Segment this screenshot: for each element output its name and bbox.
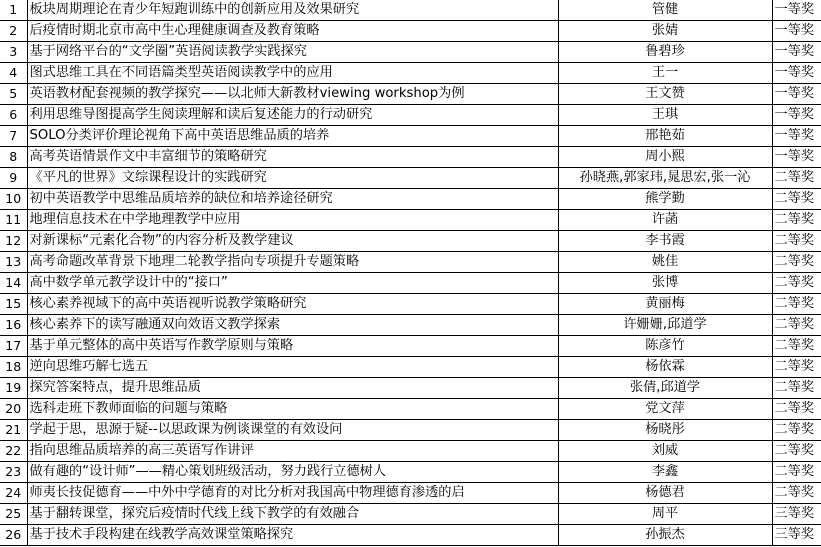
row-number-cell[interactable]: 22 [0, 441, 27, 462]
paper-title-cell[interactable]: 高考英语情景作文中丰富细节的策略研究 [27, 147, 558, 168]
table-row [0, 42, 821, 63]
paper-title-cell[interactable]: 基于单元整体的高中英语写作教学原则与策略 [27, 336, 558, 357]
award-level-cell[interactable]: 一等奖 [772, 42, 821, 63]
author-cell[interactable]: 杨晓彤 [558, 420, 772, 441]
paper-title-cell[interactable]: 基于网络平台的“文学圈”英语阅读教学实践探究 [27, 42, 558, 63]
paper-title-cell[interactable]: 地理信息技术在中学地理教学中应用 [27, 210, 558, 231]
award-level-cell[interactable]: 二等奖 [772, 441, 821, 462]
row-number-cell[interactable]: 7 [0, 126, 27, 147]
row-number-cell[interactable]: 18 [0, 357, 27, 378]
award-level-cell[interactable]: 一等奖 [772, 63, 821, 84]
row-number-cell[interactable]: 11 [0, 210, 27, 231]
author-cell[interactable]: 杨德君 [558, 483, 772, 504]
row-number-cell[interactable]: 23 [0, 462, 27, 483]
row-number-cell[interactable]: 21 [0, 420, 27, 441]
paper-title-cell[interactable]: 高中数学单元教学设计中的“接口” [27, 273, 558, 294]
paper-title-cell[interactable]: 探究答案特点，提升思维品质 [27, 378, 558, 399]
table-row [0, 147, 821, 168]
award-level-cell[interactable]: 二等奖 [772, 357, 821, 378]
award-level-cell[interactable]: 一等奖 [772, 0, 821, 21]
row-number-cell[interactable]: 3 [0, 42, 27, 63]
row-number-cell[interactable]: 25 [0, 504, 27, 525]
row-number-cell[interactable]: 19 [0, 378, 27, 399]
paper-title-cell[interactable]: 学起于思，思源于疑--以思政课为例谈课堂的有效设问 [27, 420, 558, 441]
table-row [0, 336, 821, 357]
paper-title-cell[interactable]: 图式思维工具在不同语篇类型英语阅读教学中的应用 [27, 63, 558, 84]
award-level-cell[interactable]: 二等奖 [772, 462, 821, 483]
table-row [0, 231, 821, 252]
award-level-cell[interactable]: 一等奖 [772, 84, 821, 105]
table-row [0, 462, 821, 483]
award-level-cell[interactable]: 一等奖 [772, 126, 821, 147]
author-cell[interactable]: 管健 [558, 0, 772, 21]
award-level-cell[interactable]: 二等奖 [772, 315, 821, 336]
table-row [0, 483, 821, 504]
row-number-cell[interactable]: 5 [0, 84, 27, 105]
paper-title-cell[interactable]: 《平凡的世界》文综课程设计的实践研究 [27, 168, 558, 189]
paper-title-cell[interactable]: 做有趣的“设计师”——精心策划班级活动，努力践行立德树人 [27, 462, 558, 483]
award-level-cell[interactable]: 二等奖 [772, 483, 821, 504]
paper-title-cell[interactable]: 师夷长技促德育——中外中学德育的对比分析对我国高中物理德育渗透的启 [27, 483, 558, 504]
table-row [0, 525, 821, 546]
row-number-cell[interactable]: 8 [0, 147, 27, 168]
table-row [0, 126, 821, 147]
row-number-cell[interactable]: 15 [0, 294, 27, 315]
award-level-cell[interactable]: 二等奖 [772, 189, 821, 210]
table-row [0, 63, 821, 84]
award-level-cell[interactable]: 二等奖 [772, 399, 821, 420]
award-level-cell[interactable]: 二等奖 [772, 420, 821, 441]
author-cell[interactable]: 陈彦竹 [558, 336, 772, 357]
table-row [0, 21, 821, 42]
award-level-cell[interactable]: 二等奖 [772, 168, 821, 189]
table-row [0, 399, 821, 420]
award-level-cell[interactable]: 一等奖 [772, 147, 821, 168]
award-level-cell[interactable]: 三等奖 [772, 504, 821, 525]
award-level-cell[interactable]: 二等奖 [772, 336, 821, 357]
table-row [0, 294, 821, 315]
paper-title-cell[interactable]: 英语教材配套视频的教学探究——以北师大新教材viewing workshop为例 [27, 84, 558, 105]
row-number-cell[interactable]: 1 [0, 0, 27, 21]
table-row [0, 210, 821, 231]
paper-title-cell[interactable]: 高考命题改革背景下地理二轮教学指向专项提升专题策略 [27, 252, 558, 273]
table-row [0, 105, 821, 126]
paper-title-cell[interactable]: 后疫情时期北京市高中生心理健康调查及教育策略 [27, 21, 558, 42]
author-cell[interactable]: 许姗姗,邱道学 [558, 315, 772, 336]
table-row [0, 84, 821, 105]
award-level-cell[interactable]: 二等奖 [772, 252, 821, 273]
award-level-cell[interactable]: 二等奖 [772, 210, 821, 231]
author-cell[interactable]: 王琪 [558, 105, 772, 126]
table-row [0, 273, 821, 294]
paper-title-cell[interactable]: 核心素养下的读写融通双向效语文教学探索 [27, 315, 558, 336]
row-number-cell[interactable]: 14 [0, 273, 27, 294]
paper-title-cell[interactable]: 基于翻转课堂，探究后疫情时代线上线下教学的有效融合 [27, 504, 558, 525]
paper-title-cell[interactable]: 指向思维品质培养的高三英语写作讲评 [27, 441, 558, 462]
table-row [0, 378, 821, 399]
paper-title-cell[interactable]: 初中英语教学中思维品质培养的缺位和培养途径研究 [27, 189, 558, 210]
author-cell[interactable]: 李鑫 [558, 462, 772, 483]
award-level-cell[interactable]: 二等奖 [772, 231, 821, 252]
author-cell[interactable]: 王一 [558, 63, 772, 84]
award-level-cell[interactable]: 二等奖 [772, 294, 821, 315]
author-cell[interactable]: 孙振杰 [558, 525, 772, 546]
award-level-cell[interactable]: 二等奖 [772, 273, 821, 294]
award-level-cell[interactable]: 二等奖 [772, 378, 821, 399]
author-cell[interactable]: 许菡 [558, 210, 772, 231]
table-row [0, 168, 821, 189]
award-level-cell[interactable]: 一等奖 [772, 21, 821, 42]
author-cell[interactable]: 鲁碧珍 [558, 42, 772, 63]
author-cell[interactable]: 张倩,邱道学 [558, 378, 772, 399]
paper-title-cell[interactable]: 基于技术手段构建在线教学高效课堂策略探究 [27, 525, 558, 546]
author-cell[interactable]: 姚佳 [558, 252, 772, 273]
table-row [0, 252, 821, 273]
author-cell[interactable]: 杨依霖 [558, 357, 772, 378]
row-number-cell[interactable]: 26 [0, 525, 27, 546]
author-cell[interactable]: 周小熙 [558, 147, 772, 168]
author-cell[interactable]: 张婧 [558, 21, 772, 42]
row-number-cell[interactable]: 12 [0, 231, 27, 252]
author-cell[interactable]: 刘威 [558, 441, 772, 462]
row-number-cell[interactable]: 20 [0, 399, 27, 420]
table-row [0, 420, 821, 441]
paper-title-cell[interactable]: 利用思维导图提高学生阅读理解和读后复述能力的行动研究 [27, 105, 558, 126]
author-cell[interactable]: 王文赞 [558, 84, 772, 105]
paper-title-cell[interactable]: 板块周期理论在青少年短跑训练中的创新应用及效果研究 [27, 0, 558, 21]
award-level-cell[interactable]: 一等奖 [772, 105, 821, 126]
row-number-cell[interactable]: 4 [0, 63, 27, 84]
row-number-cell[interactable]: 9 [0, 168, 27, 189]
paper-title-cell[interactable]: SOLO分类评价理论视角下高中英语思维品质的培养 [27, 126, 558, 147]
row-number-cell[interactable]: 13 [0, 252, 27, 273]
author-cell[interactable]: 孙晓燕,郭家玮,晁思宏,张一沁 [558, 168, 772, 189]
paper-title-cell[interactable]: 逆向思维巧解七选五 [27, 357, 558, 378]
row-number-cell[interactable]: 6 [0, 105, 27, 126]
row-number-cell[interactable]: 16 [0, 315, 27, 336]
author-cell[interactable]: 黄丽梅 [558, 294, 772, 315]
author-cell[interactable]: 邢艳茹 [558, 126, 772, 147]
table-row [0, 189, 821, 210]
award-level-cell[interactable]: 三等奖 [772, 525, 821, 546]
table-row [0, 504, 821, 525]
row-number-cell[interactable]: 24 [0, 483, 27, 504]
table-row [0, 441, 821, 462]
author-cell[interactable]: 李书霞 [558, 231, 772, 252]
paper-title-cell[interactable]: 对新课标“元素化合物”的内容分析及教学建议 [27, 231, 558, 252]
paper-title-cell[interactable]: 核心素养视域下的高中英语视听说教学策略研究 [27, 294, 558, 315]
paper-title-cell[interactable]: 选科走班下教师面临的问题与策略 [27, 399, 558, 420]
row-number-cell[interactable]: 10 [0, 189, 27, 210]
author-cell[interactable]: 熊学勤 [558, 189, 772, 210]
table-row [0, 315, 821, 336]
author-cell[interactable]: 周平 [558, 504, 772, 525]
row-number-cell[interactable]: 2 [0, 21, 27, 42]
author-cell[interactable]: 党文萍 [558, 399, 772, 420]
table-row [0, 357, 821, 378]
author-cell[interactable]: 张博 [558, 273, 772, 294]
table-row [0, 0, 821, 21]
row-number-cell[interactable]: 17 [0, 336, 27, 357]
